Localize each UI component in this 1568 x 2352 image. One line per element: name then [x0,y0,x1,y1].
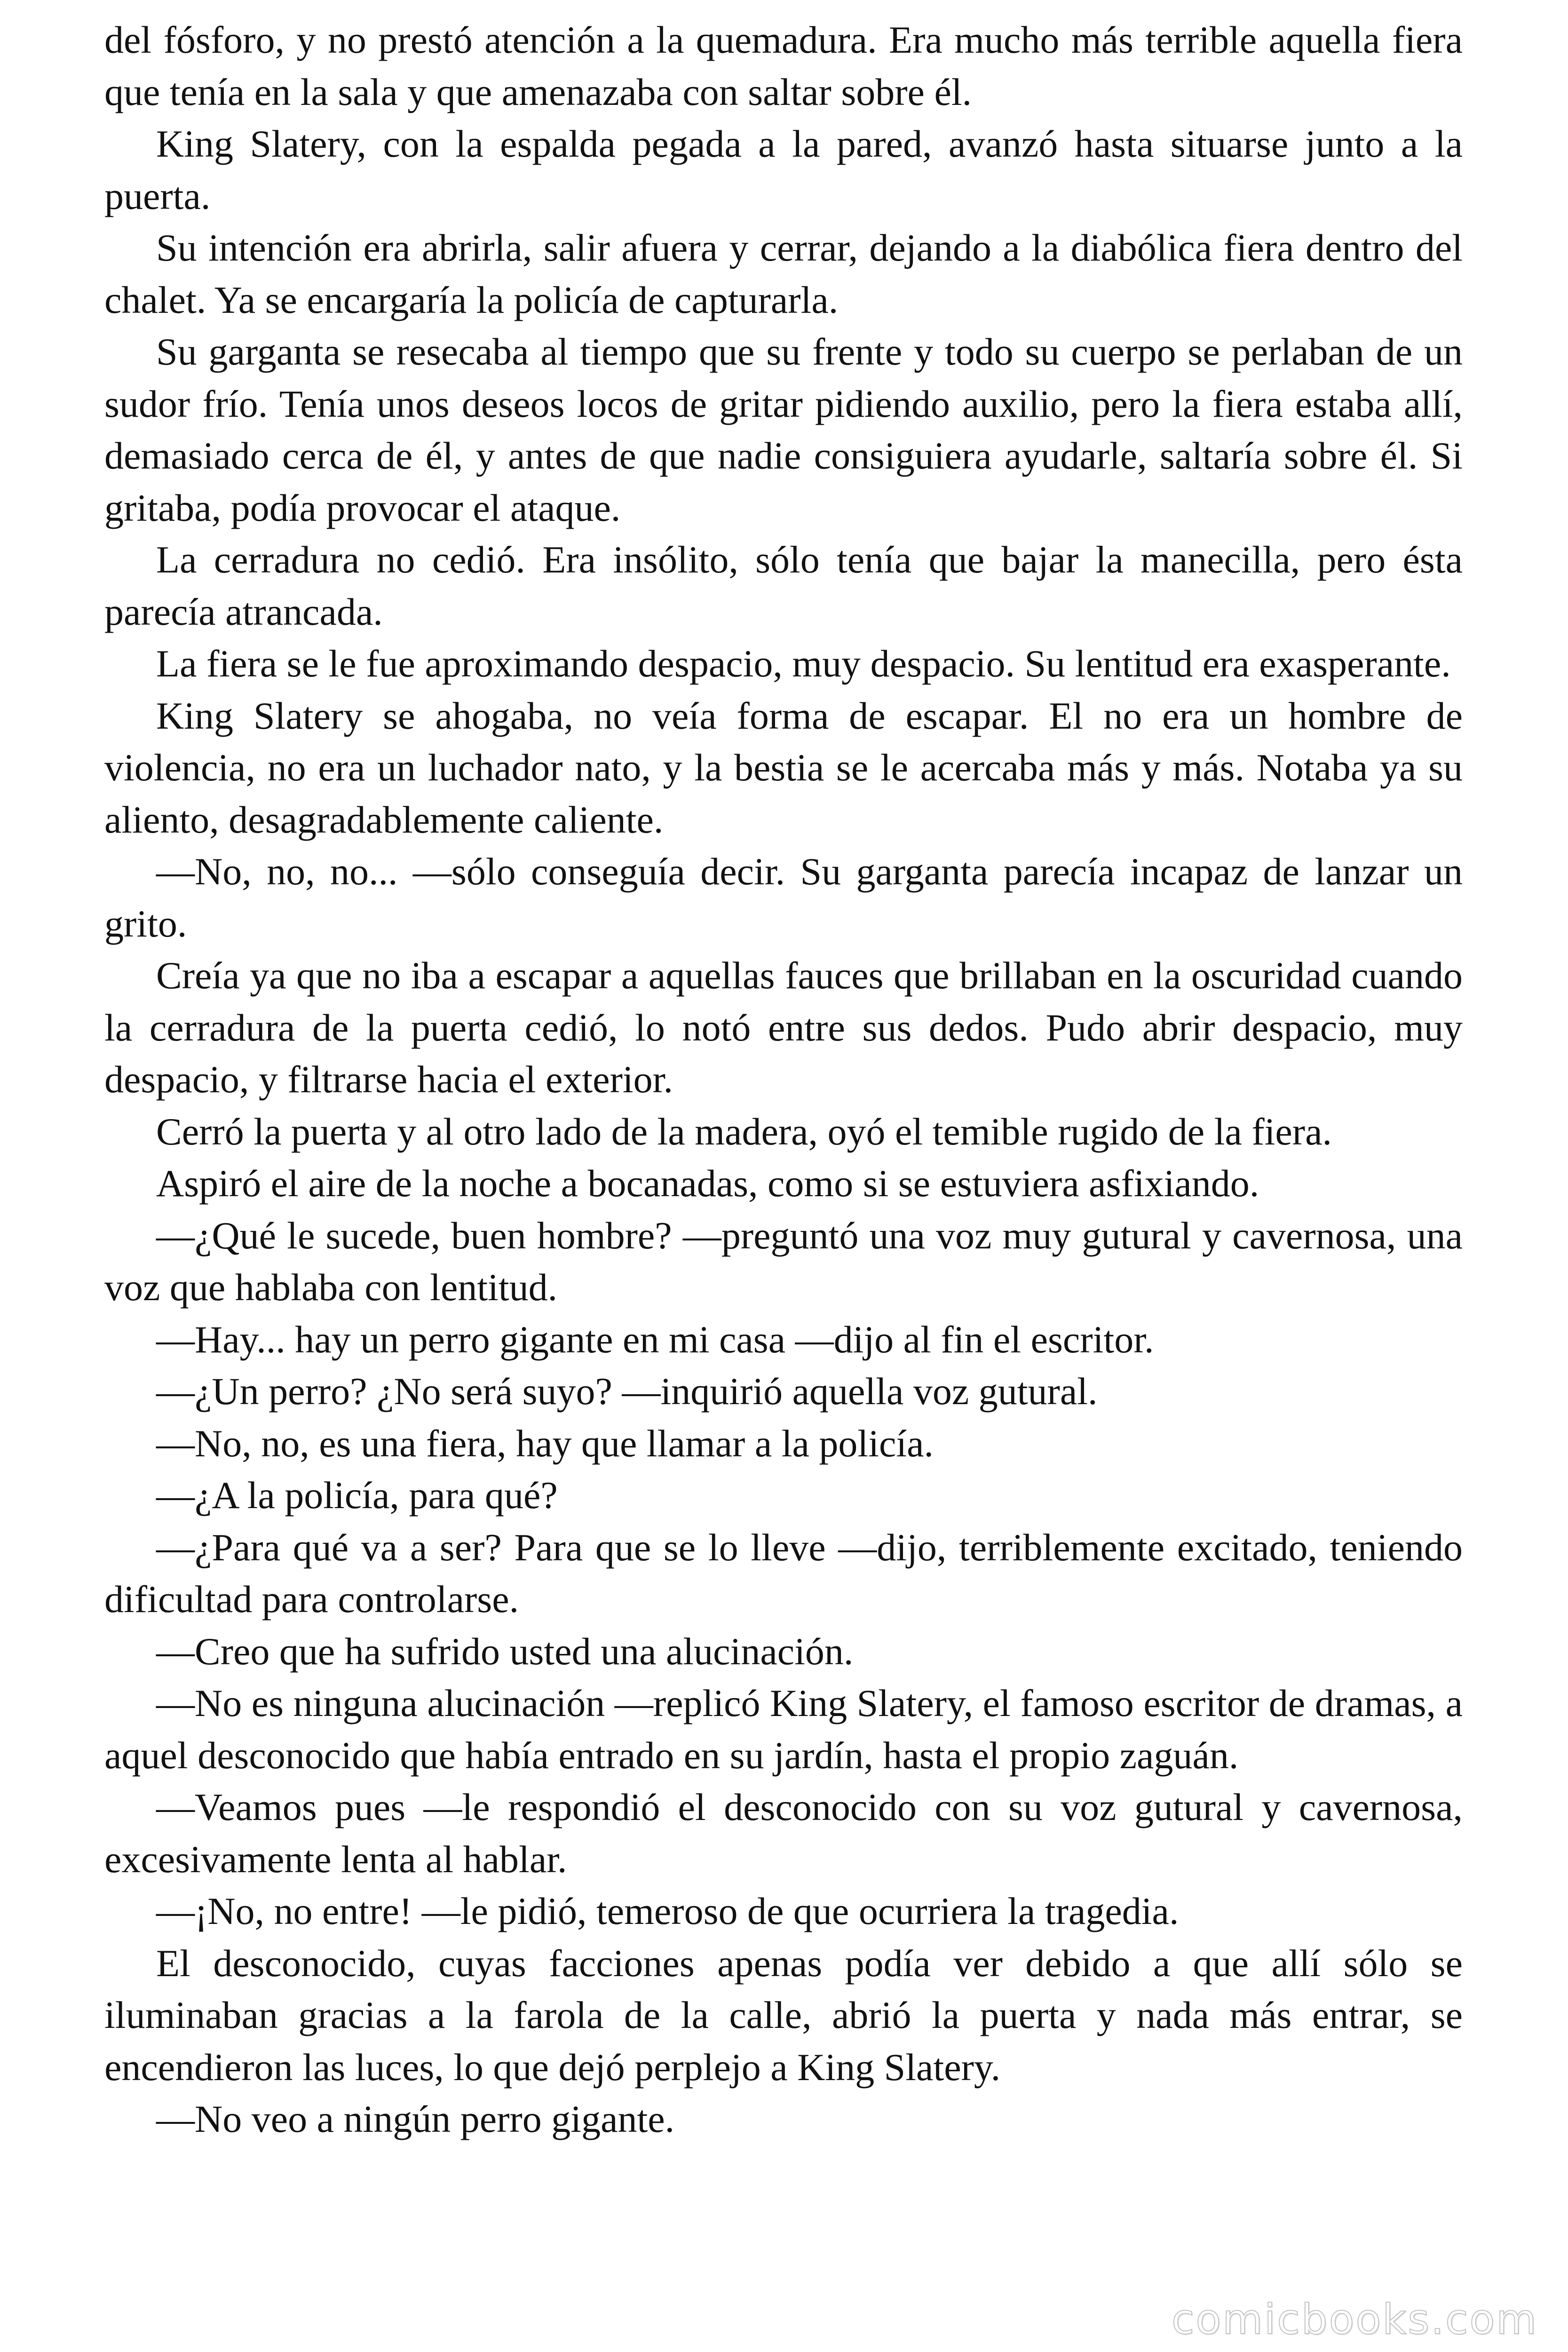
paragraph: Creía ya que no iba a escapar a aquellas fauces que brillaban en la oscuridad cuando la cerradura de la puerta cedió, lo notó entre sus dedos. Pudo abrir despacio, muy despacio, y filtrarse hacia el exterior. [104,954,1463,1101]
paragraph: —No es ninguna alucinación —replicó King Slatery, el famoso escritor de dramas, a aquel desconocido que había entrado en su jardín, hasta el propio zaguán. [104,1682,1463,1777]
paragraph: —No, no, no... —sólo conseguía decir. Su garganta parecía incapaz de lanzar un grito. [104,850,1463,945]
paragraph: Su intención era abrirla, salir afuera y cerrar, dejando a la diabólica fiera dentro del chalet. Ya se encargaría la policía de capturarla. [104,226,1463,321]
paragraph: Cerró la puerta y al otro lado de la madera, oyó el temible rugido de la fiera. [156,1110,1332,1153]
page-body [104,14,1463,2145]
paragraph: del fósforo, y no prestó atención a la quemadura. Era mucho más terrible aquella fiera que tenía en la sala y que amenazaba con saltar sobre él. [104,18,1463,113]
paragraph: —No, no, es una fiera, hay que llamar a la policía. [156,1422,934,1465]
paragraph: Su garganta se resecaba al tiempo que su frente y todo su cuerpo se perlaban de un sudor frío. Tenía unos deseos locos de gritar pidiendo auxilio, pero la fiera estaba allí, demasiado cerca de él, y antes de que nadie consiguiera ayudarle, saltaría sobre él. Si gritaba, podía provocar el ataque. [104,330,1463,529]
paragraph: —No veo a ningún perro gigante. [156,2098,675,2140]
paragraph: —¿Un perro? ¿No será suyo? —inquirió aquella voz gutural. [156,1370,1098,1413]
paragraph: —¿Para qué va a ser? Para que se lo lleve —dijo, terriblemente excitado, teniendo dificultad para controlarse. [104,1526,1463,1621]
paragraph: King Slatery, con la espalda pegada a la pared, avanzó hasta situarse junto a la puerta. [104,122,1463,217]
paragraph: —¿A la policía, para qué? [156,1474,558,1517]
paragraph: —Creo que ha sufrido usted una alucinación. [156,1629,854,1673]
paragraph: El desconocido, cuyas facciones apenas podía ver debido a que allí sólo se iluminaban gracias a la farola de la calle, abrió la puerta y nada más entrar, se encendieron las luces, lo que dejó perplejo a King Slatery. [104,1941,1463,2089]
paragraph: Aspiró el aire de la noche a bocanadas, como si se estuviera asfixiando. [156,1162,1259,1205]
paragraph: —¡No, no entre! —le pidió, temeroso de que ocurriera la tragedia. [156,1890,1179,1932]
paragraph: —Veamos pues —le respondió el desconocido con su voz gutural y cavernosa, excesivamente lenta al hablar. [104,1786,1463,1881]
paragraph: King Slatery se ahogaba, no veía forma de escapar. El no era un hombre de violencia, no era un luchador nato, y la bestia se le acercaba más y más. Notaba ya su aliento, desagradablemente caliente. [104,694,1463,841]
paragraph: —¿Qué le sucede, buen hombre? —preguntó una voz muy gutural y cavernosa, una voz que hablaba con lentitud. [104,1214,1463,1309]
watermark: comicbooks.com [1171,2295,1538,2344]
paragraph: —Hay... hay un perro gigante en mi casa —dijo al fin el escritor. [156,1318,1154,1361]
paragraph: La cerradura no cedió. Era insólito, sólo tenía que bajar la manecilla, pero ésta parecía atrancada. [104,538,1463,633]
paragraph: La fiera se le fue aproximando despacio, muy despacio. Su lentitud era exasperante. [156,642,1451,685]
